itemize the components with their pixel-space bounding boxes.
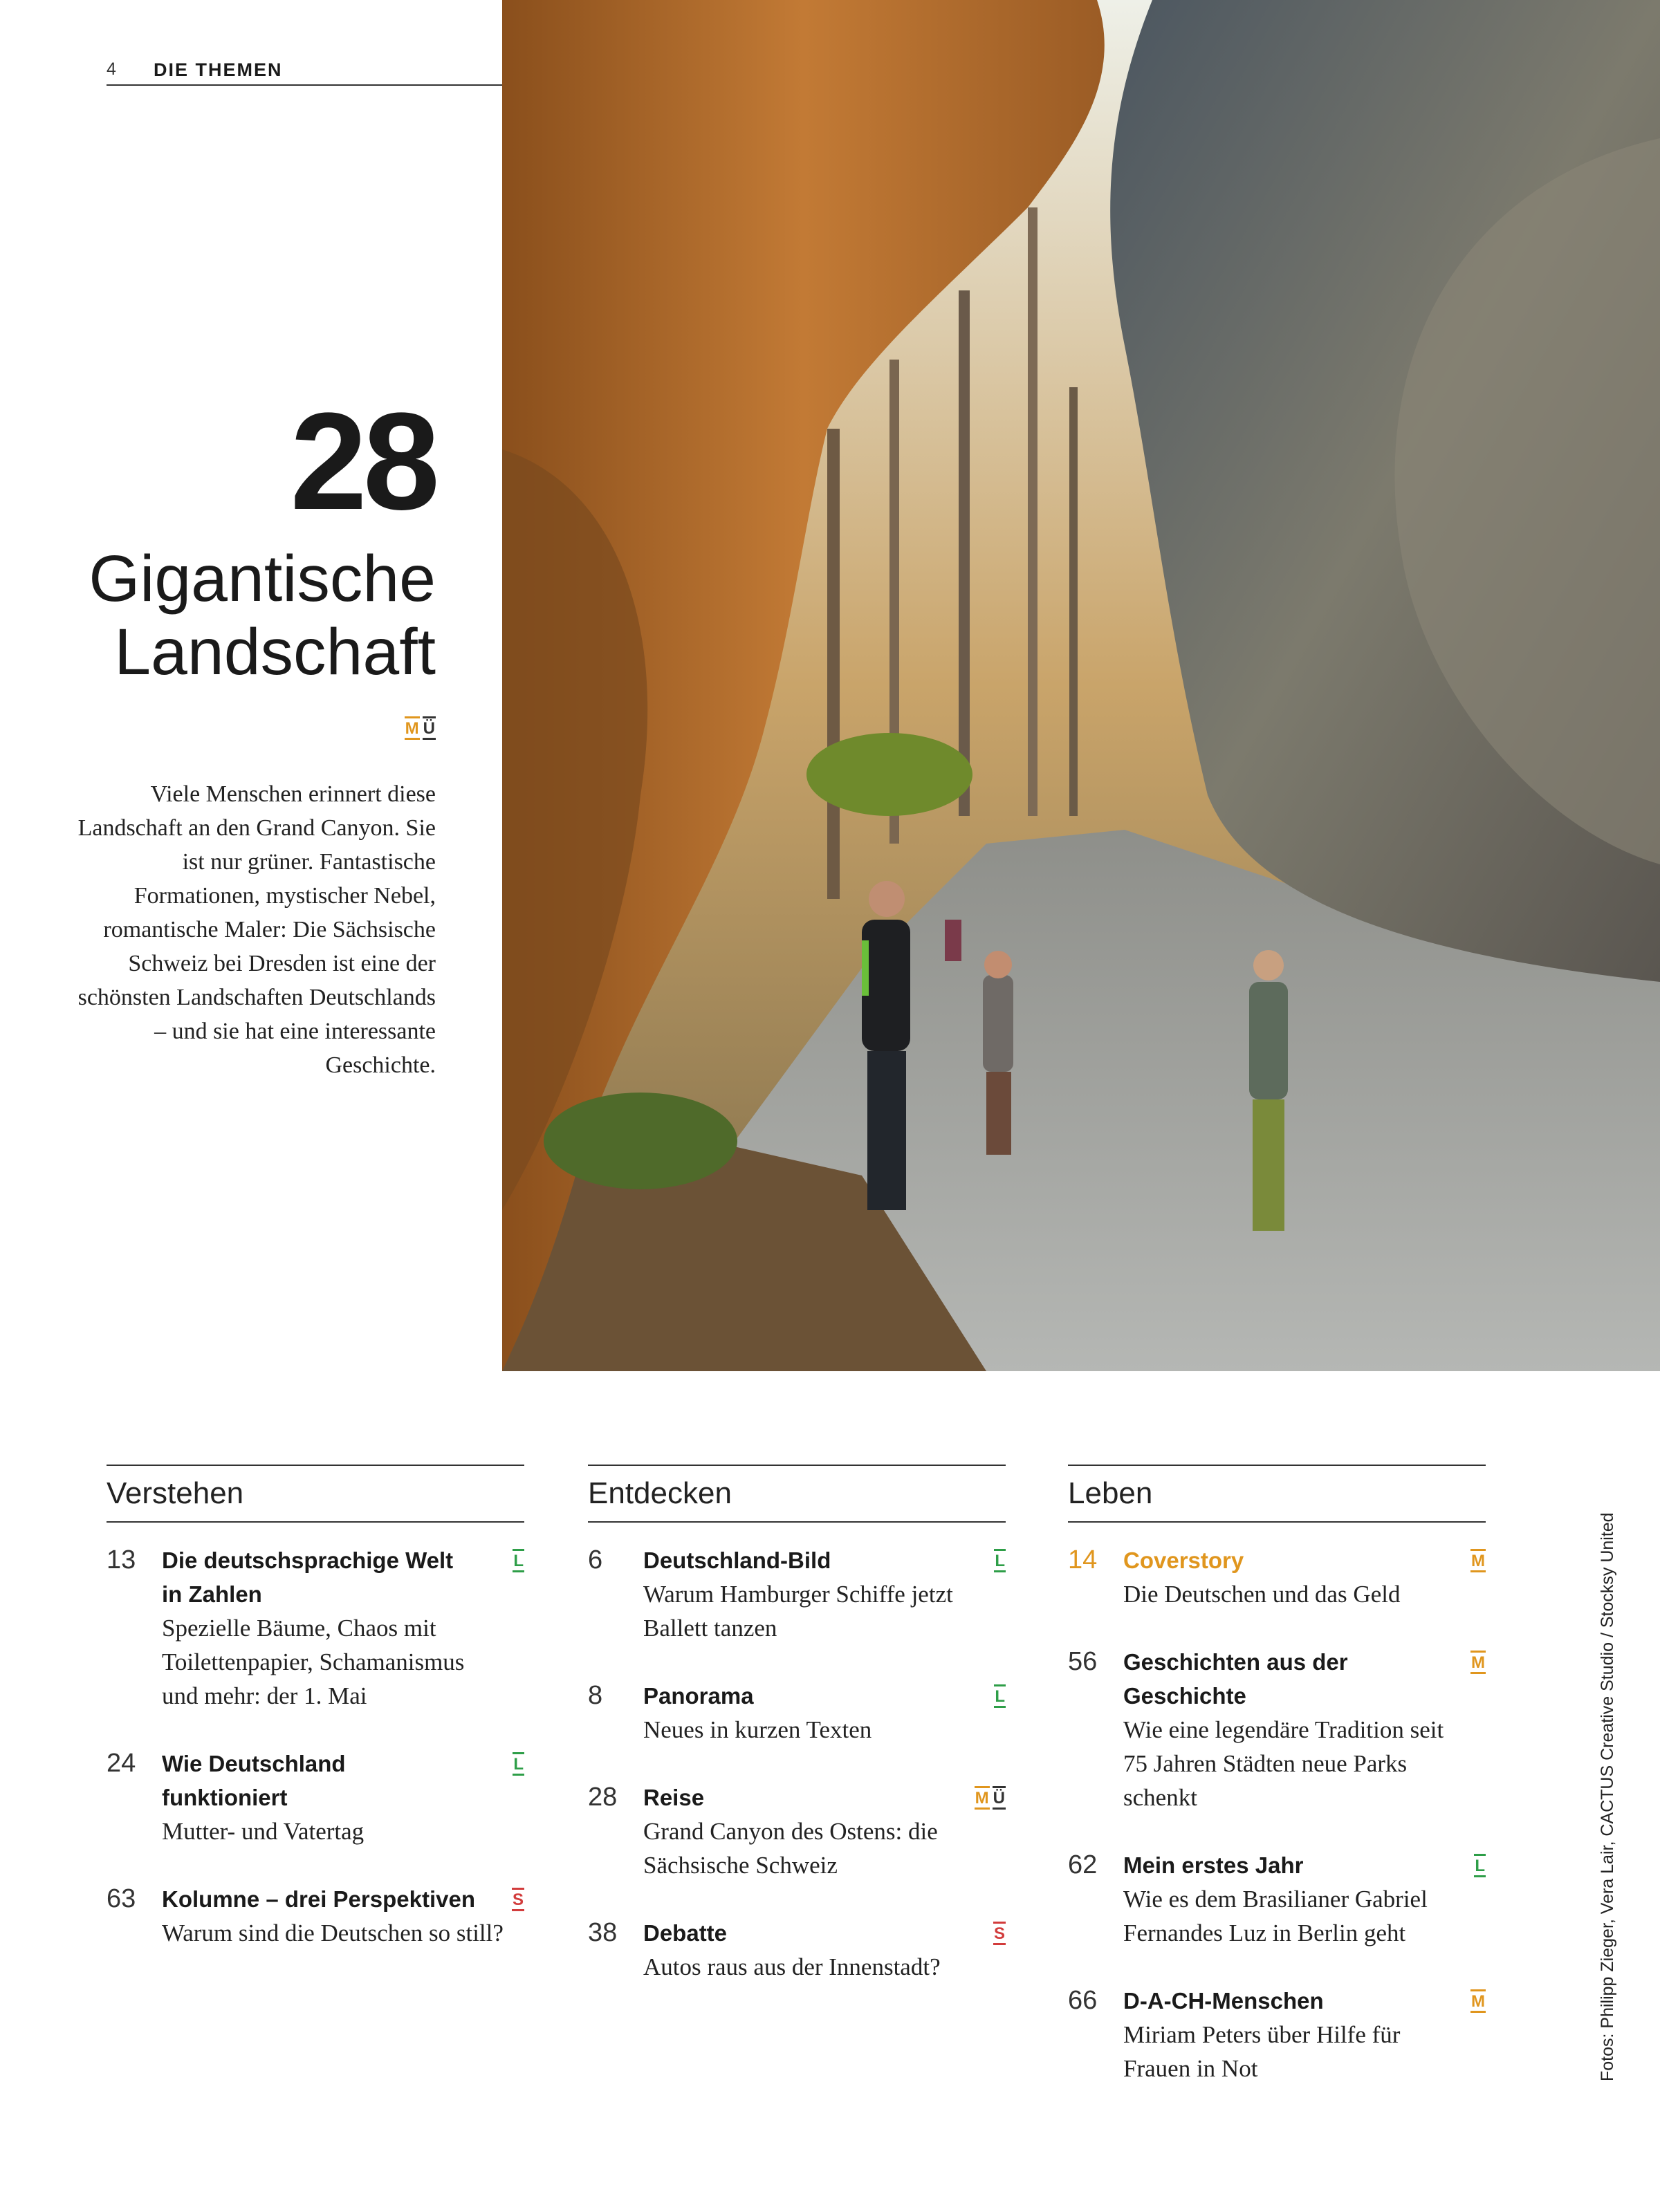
entry-description: Grand Canyon des Ostens: die Sächsische Schweiz xyxy=(643,1818,938,1879)
toc-entry[interactable] xyxy=(1068,1645,1486,1814)
toc-entry[interactable] xyxy=(1068,1848,1486,1950)
feature-photo xyxy=(502,0,1660,1371)
entry-page-number: 6 xyxy=(588,1545,603,1574)
entry-page-number: 63 xyxy=(107,1884,136,1913)
column-heading: Leben xyxy=(1068,1465,1486,1523)
toc-entry[interactable] xyxy=(107,1543,524,1713)
entry-title: D-A-CH-Menschen xyxy=(1123,1988,1324,2014)
entry-page-number: 8 xyxy=(588,1681,603,1710)
level-badge-u: Ü xyxy=(423,716,436,740)
level-badge-m: M xyxy=(1470,1549,1486,1572)
feature-title-line: Gigantische xyxy=(89,542,436,615)
entry-level-badge xyxy=(1470,1549,1486,1572)
entry-description: Wie eine legendäre Tradition seit 75 Jahren Städten neue Parks schenkt xyxy=(1123,1716,1444,1811)
level-badge-m: M xyxy=(975,1786,990,1810)
entry-level-badge xyxy=(994,1684,1006,1708)
feature-title xyxy=(21,542,436,689)
page-number: 4 xyxy=(107,59,116,79)
level-badge-l: L xyxy=(994,1549,1006,1572)
entry-title: Mein erstes Jahr xyxy=(1123,1852,1304,1878)
entry-title: Reise xyxy=(643,1785,705,1810)
level-badge-l: L xyxy=(513,1549,524,1572)
toc-entry[interactable] xyxy=(588,1543,1006,1645)
column-entdecken xyxy=(588,1465,1006,2018)
level-badge-m: M xyxy=(1470,1989,1486,2013)
toc-entry-coverstory[interactable] xyxy=(1068,1543,1486,1611)
entry-level-badge xyxy=(512,1888,524,1911)
entry-title: Coverstory xyxy=(1123,1548,1244,1573)
entry-level-badge xyxy=(513,1752,524,1776)
column-leben xyxy=(1068,1465,1486,2119)
entry-title: Debatte xyxy=(643,1920,728,1946)
entry-page-number: 24 xyxy=(107,1749,136,1778)
entry-page-number: 13 xyxy=(107,1545,136,1574)
level-badge-s: S xyxy=(993,1922,1006,1945)
entry-description: Warum sind die Deutschen so still? xyxy=(162,1920,504,1946)
entry-page-number: 56 xyxy=(1068,1647,1098,1676)
photo-credits: Fotos: Philipp Zieger, Vera Lair, CACTUS Creative Studio / Stocksy United xyxy=(1598,1512,1617,2081)
entry-description: Mutter- und Vatertag xyxy=(162,1818,365,1845)
header-divider xyxy=(107,84,502,86)
level-badge-s: S xyxy=(512,1888,524,1911)
entry-level-badge xyxy=(1474,1854,1486,1877)
feature-intro-text: Viele Menschen erinnert diese Landschaft an den Grand Canyon. Sie ist nur grüner. Fantastische Formationen, mystischer Nebel, romantische Maler: Die Sächsische Schweiz bei Dresden ist eine der schönsten Landschaften Deutschlands – und sie hat eine interessante Geschichte. xyxy=(77,781,436,1078)
toc-entry[interactable] xyxy=(588,1916,1006,1984)
entry-level-badge xyxy=(975,1786,1006,1810)
entry-description: Wie es dem Brasilianer Gabriel Fernandes Luz in Berlin geht xyxy=(1123,1886,1428,1946)
level-badge-l: L xyxy=(994,1684,1006,1708)
column-heading: Verstehen xyxy=(107,1465,524,1523)
entry-level-badge xyxy=(513,1549,524,1572)
entry-title: Kolumne – drei Perspektiven xyxy=(162,1886,475,1912)
entry-page-number: 14 xyxy=(1068,1545,1098,1574)
toc-entry[interactable] xyxy=(1068,1984,1486,2085)
entry-title: Deutschland-Bild xyxy=(643,1548,831,1573)
feature-page-number: 28 xyxy=(290,384,436,539)
entry-description: Miriam Peters über Hilfe für Frauen in Not xyxy=(1123,2021,1401,2082)
entry-title: Wie Deutschland funktioniert xyxy=(162,1751,346,1810)
level-badge-l: L xyxy=(1474,1854,1486,1877)
column-verstehen xyxy=(107,1465,524,1984)
entry-level-badge xyxy=(1470,1989,1486,2013)
entry-page-number: 28 xyxy=(588,1783,618,1812)
feature-title-line: Landschaft xyxy=(114,615,436,689)
feature-level-badge xyxy=(405,716,436,740)
column-heading: Entdecken xyxy=(588,1465,1006,1523)
entry-level-badge xyxy=(1470,1651,1486,1674)
level-badge-u: Ü xyxy=(993,1786,1006,1810)
entry-description: Autos raus aus der Innenstadt? xyxy=(643,1953,941,1980)
entry-level-badge xyxy=(993,1922,1006,1945)
toc-entry[interactable] xyxy=(588,1781,1006,1882)
level-badge-m: M xyxy=(405,716,420,740)
level-badge-m: M xyxy=(1470,1651,1486,1674)
toc-entry[interactable] xyxy=(588,1679,1006,1747)
entry-title: Panorama xyxy=(643,1683,754,1709)
section-title: DIE THEMEN xyxy=(154,59,283,80)
entry-description: Die Deutschen und das Geld xyxy=(1123,1581,1401,1608)
entry-title: Geschichten aus der Geschichte xyxy=(1123,1649,1348,1709)
entry-description: Spezielle Bäume, Chaos mit Toilettenpapier, Schamanismus und mehr: der 1. Mai xyxy=(162,1615,465,1709)
entry-description: Neues in kurzen Texten xyxy=(643,1716,872,1743)
entry-page-number: 66 xyxy=(1068,1986,1098,2015)
toc-entry[interactable] xyxy=(107,1882,524,1950)
entry-level-badge xyxy=(994,1549,1006,1572)
toc-entry[interactable] xyxy=(107,1747,524,1848)
entry-page-number: 38 xyxy=(588,1918,618,1947)
entry-description: Warum Hamburger Schiffe jetzt Ballett tanzen xyxy=(643,1581,953,1642)
entry-title: Die deutschsprachige Welt in Zahlen xyxy=(162,1548,454,1607)
level-badge-l: L xyxy=(513,1752,524,1776)
entry-page-number: 62 xyxy=(1068,1850,1098,1879)
